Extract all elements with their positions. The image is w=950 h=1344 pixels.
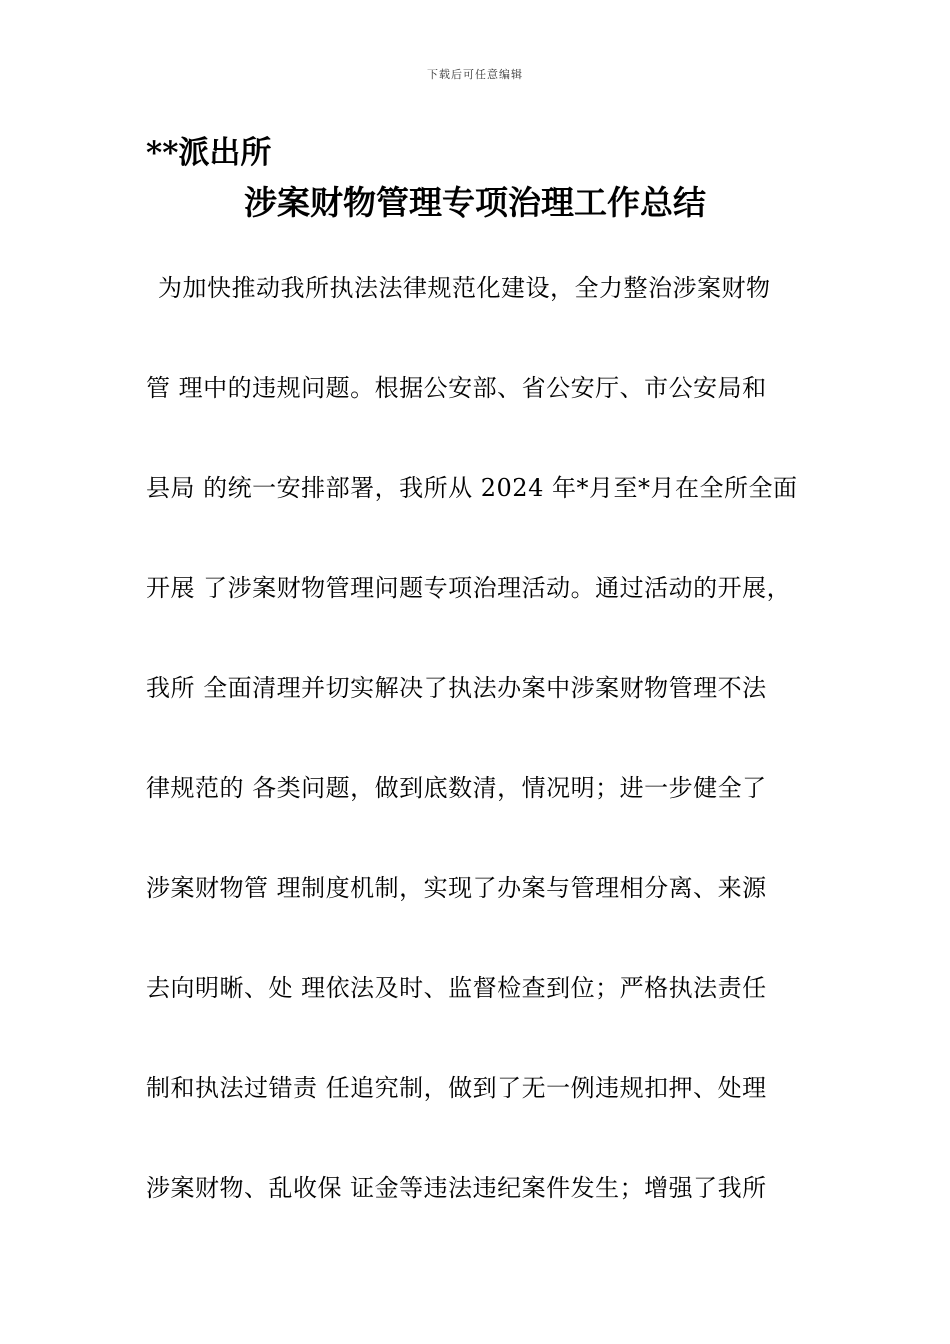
header-note: 下载后可任意编辑: [427, 68, 523, 81]
paragraph-line: 涉案财物管 理制度机制，实现了办案与管理相分离、来源: [146, 874, 767, 902]
paragraph-line: 县局 的统一安排部署，我所从 2024 年*月至*月在全所全面: [146, 474, 798, 502]
document-title: 涉案财物管理专项治理工作总结: [244, 183, 706, 222]
paragraph-line: 为加快推动我所执法法律规范化建设，全力整治涉案财物: [158, 274, 771, 302]
paragraph-line: 去向明晰、处 理依法及时、监督检查到位；严格执法责任: [146, 974, 767, 1002]
document-title-unit: **派出所: [146, 135, 272, 171]
paragraph-line: 制和执法过错责 任追究制，做到了无一例违规扣押、处理: [146, 1074, 767, 1102]
paragraph-line: 管 理中的违规问题。根据公安部、省公安厅、市公安局和: [146, 374, 767, 402]
paragraph-line: 我所 全面清理并切实解决了执法办案中涉案财物管理不法: [146, 674, 767, 702]
paragraph-line: 律规范的 各类问题，做到底数清，情况明；进一步健全了: [146, 774, 767, 802]
paragraph-line: 涉案财物、乱收保 证金等违法违纪案件发生；增强了我所: [146, 1174, 767, 1202]
body-paragraph: [146, 266, 826, 1266]
paragraph-line: 开展 了涉案财物管理问题专项治理活动。通过活动的开展，: [146, 574, 792, 602]
